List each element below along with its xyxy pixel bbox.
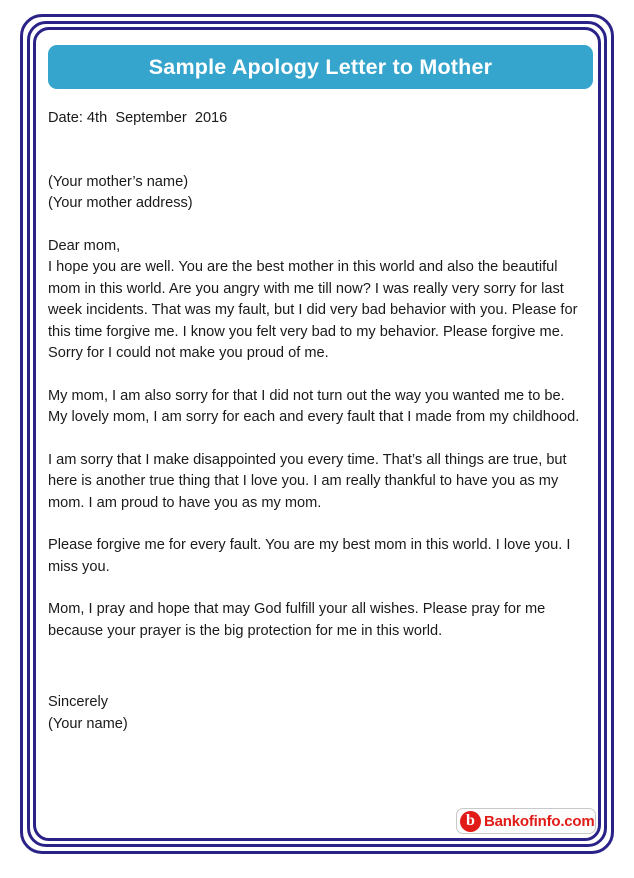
- page-title: Sample Apology Letter to Mother: [148, 54, 493, 79]
- recipient-name-placeholder: (Your mother’s name): [48, 173, 189, 190]
- spacer: [48, 365, 588, 386]
- spacer: [48, 215, 588, 236]
- spacer: [48, 429, 588, 450]
- bankofinfo-logo: [456, 808, 596, 834]
- letter-page: [33, 27, 601, 841]
- recipient-address-placeholder: (Your mother address): [48, 195, 193, 211]
- spacer: [48, 642, 588, 692]
- signature-placeholder: (Your name): [48, 715, 128, 732]
- spacer: [48, 130, 588, 172]
- spacer: [48, 514, 588, 535]
- date-line: Date: 4th September 2016: [48, 110, 228, 126]
- closing: Sincerely: [48, 694, 109, 710]
- bankofinfo-logo-text: Bankofinfo.com: [484, 812, 595, 830]
- paragraph-3: I am sorry that I make disappointed you every time. That’s all things are true, but here is another true thing that I love you. I am really thankful to have you as my mom. I am proud to have you as my mom.: [48, 451, 567, 511]
- spacer: [48, 578, 588, 599]
- paragraph-2: My mom, I am also sorry for that I did not turn out the way you wanted me to be. My lovely mom, I am sorry for each and every fault that I made from my childhood.: [48, 387, 580, 425]
- bankofinfo-logo-icon: b: [460, 811, 481, 832]
- paragraph-5: Mom, I pray and hope that may God fulfill your all wishes. Please pray for me because your prayer is the big protection for me in this world.: [48, 601, 546, 639]
- paragraph-4: Please forgive me for every fault. You are my best mom in this world. I love you. I miss you.: [48, 537, 571, 575]
- salutation: Dear mom,: [48, 237, 121, 254]
- letter-body: [48, 108, 588, 735]
- paragraph-1: I hope you are well. You are the best mother in this world and also the beautiful mom in this world. Are you angry with me till now? I was really very sorry for last week incidents. That was my fault, but I did very bad behavior with you. Please for this time forgive me. I know you felt very bad to my behavior. Please forgive me. Sorry for I could not make you proud of me.: [48, 259, 578, 361]
- title-banner: [48, 45, 593, 89]
